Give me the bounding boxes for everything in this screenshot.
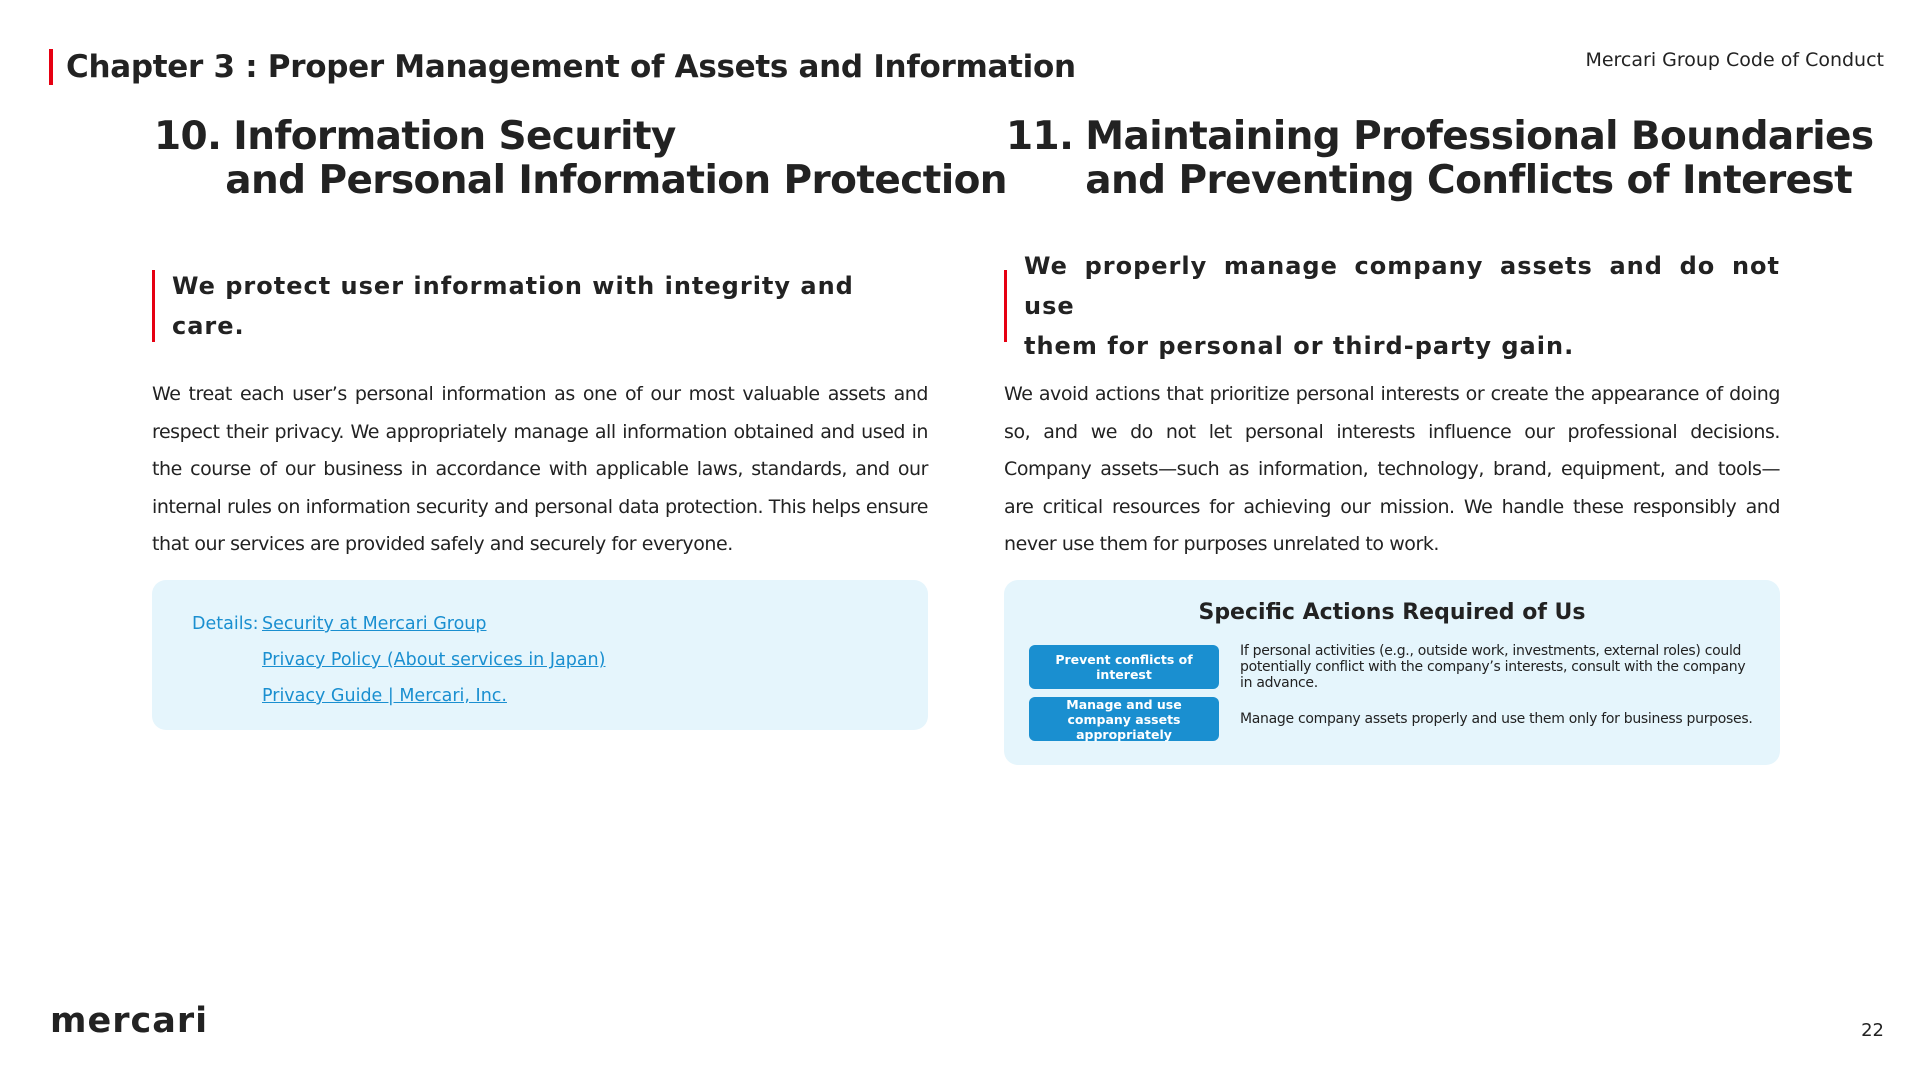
section-11-body: We avoid actions that prioritize personal interests or create the appearance of doing so, and we do not let personal interests influence our professional decisions. Company assets—such as information, technology, brand, equipment, and tools—are critical resources for achieving our mission. We handle these responsibly and never use them for purposes unrelated to work. (1004, 383, 1780, 555)
link-privacy-policy[interactable]: Privacy Policy (About services in Japan) (262, 650, 606, 670)
section-11-tagline (1004, 252, 1780, 360)
section-11-tagline-line2: them for personal or third-party gain. (1024, 332, 1575, 360)
section-11-title-line2: and Preventing Conflicts of Interest (1085, 158, 1853, 203)
actions-panel (1004, 580, 1780, 765)
details-panel (152, 580, 928, 730)
section-11-tagline-line1: We properly manage company assets and do not use (1024, 252, 1780, 320)
section-10-body: We treat each user’s personal information as one of our most valuable assets and respect their privacy. We appropriately manage all information obtained and used in the course of our business in accordance with applicable laws, standards, and our internal rules on information security and personal data protection. This helps ensure that our services are provided safely and securely for everyone. (152, 383, 928, 555)
link-privacy-guide[interactable]: Privacy Guide | Mercari, Inc. (262, 686, 507, 706)
document-title: Mercari Group Code of Conduct (1585, 49, 1884, 71)
action-description: If personal activities (e.g., outside work, investments, external roles) could potentially conflict with the company’s interests, consult with the company in advance. (1240, 643, 1746, 691)
section-10-tagline (152, 270, 928, 342)
section-10-title (154, 114, 1007, 203)
section-11-title-line1: Maintaining Professional Boundaries (1085, 114, 1874, 159)
details-row (192, 642, 928, 678)
section-10-title-line1: Information Security (233, 114, 676, 159)
page-number: 22 (1861, 1020, 1884, 1041)
section-10-title-line2: and Personal Information Protection (225, 158, 1007, 203)
details-label: Details: (192, 614, 259, 634)
actions-title: Specific Actions Required of Us (1198, 600, 1586, 625)
action-badge-conflicts: Prevent conflicts of interest (1029, 645, 1219, 689)
chapter-heading: Chapter 3 : Proper Management of Assets and Information (49, 49, 1076, 85)
details-row (192, 606, 928, 642)
section-10-number: 10. (154, 114, 222, 159)
section-11-title (1006, 114, 1874, 203)
section-10-tagline-text: We protect user information with integrity and care. (172, 272, 854, 340)
details-row (192, 678, 928, 714)
action-item (1029, 643, 1760, 691)
link-security-at-mercari[interactable]: Security at Mercari Group (262, 614, 487, 634)
action-item (1029, 697, 1760, 741)
mercari-logo: mercari (50, 1001, 209, 1041)
action-description: Manage company assets properly and use them only for business purposes. (1240, 711, 1753, 727)
section-11-number: 11. (1006, 114, 1074, 159)
action-badge-assets: Manage and use company assets appropriately (1029, 697, 1219, 741)
